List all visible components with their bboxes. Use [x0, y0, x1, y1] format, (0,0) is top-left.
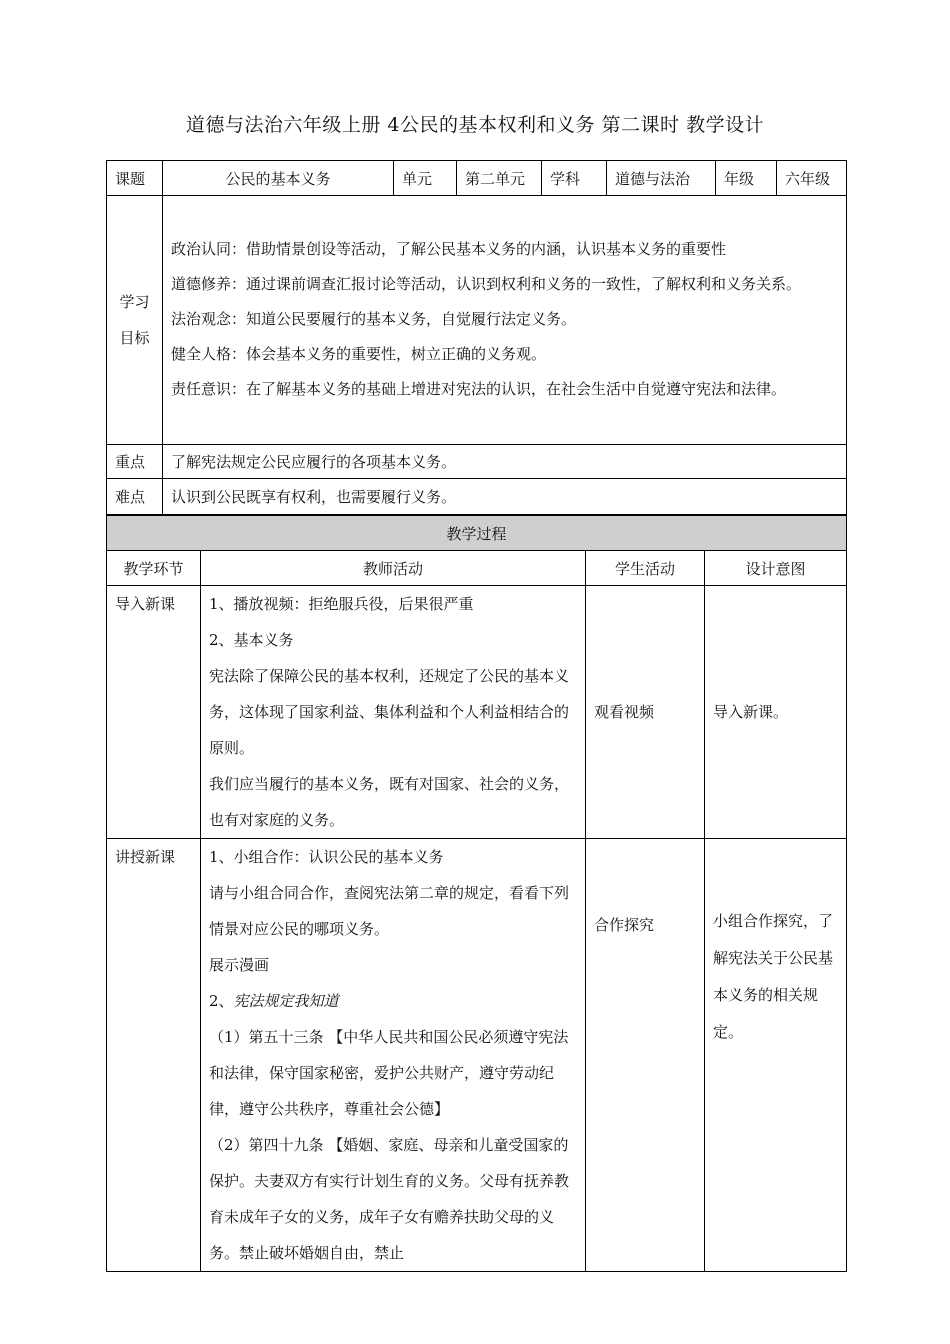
teacher-line: （2）第四十九条 【婚姻、家庭、母亲和儿童受国家的保护。夫妻双方有实行计划生育的义务。父母有抚养教育未成年子女的义务，成年子女有赡养扶助父母的义务。禁止破坏婚姻自由，禁止 — [209, 1136, 570, 1262]
design-intent-cell: 小组合作探究，了解宪法关于公民基本义务的相关规定。 — [705, 839, 847, 1272]
teacher-line: （1）第五十三条 【中华人民共和国公民必须遵守宪法和法律，保守国家秘密，爱护公共财产，遵守劳动纪律，遵守公共秩序，尊重社会公德】 — [209, 1028, 569, 1118]
teacher-line: 宪法除了保障公民的基本权利，还规定了公民的基本义务，这体现了国家利益、集体利益和个人利益相结合的原则。 — [209, 667, 570, 757]
goal-item: 责任意识：在了解基本义务的基础上增进对宪法的认识，在社会生活中自觉遵守宪法和法律。 — [171, 379, 787, 398]
teacher-line: 请与小组合同合作，查阅宪法第二章的规定，看看下列情景对应公民的哪项义务。 — [209, 884, 570, 938]
unit-value: 第二单元 — [457, 161, 542, 196]
key-point-value: 了解宪法规定公民应履行的各项基本义务。 — [163, 445, 847, 479]
teacher-line: 1、小组合作：认识公民的基本义务 — [209, 848, 444, 866]
header-student: 学生活动 — [586, 551, 705, 586]
teacher-line: 我们应当履行的基本义务，既有对国家、社会的义务，也有对家庭的义务。 — [209, 775, 570, 829]
process-section-title: 教学过程 — [107, 516, 847, 551]
teacher-activity-cell — [201, 839, 586, 1272]
difficulty-value: 认识到公民既享有权利，也需要履行义务。 — [163, 479, 847, 515]
italic-heading: 宪法规定我知道 — [233, 992, 339, 1010]
goals-label: 学习 目标 — [107, 196, 163, 445]
table-row — [107, 839, 847, 1272]
document-title: 道德与法治六年级上册 4公民的基本权利和义务 第二课时 教学设计 — [185, 114, 765, 136]
goal-item: 道德修养：通过课前调查汇报讨论等活动，认识到权利和义务的一致性，了解权利和义务关系。 — [171, 274, 802, 293]
subject-value: 道德与法治 — [607, 161, 716, 196]
goal-item: 法治观念：知道公民要履行的基本义务，自觉履行法定义务。 — [171, 309, 577, 328]
key-point-label: 重点 — [107, 445, 163, 479]
goal-item: 健全人格：体会基本义务的重要性，树立正确的义务观。 — [171, 344, 547, 363]
goals-content — [163, 196, 847, 445]
student-activity-cell: 合作探究 — [586, 839, 705, 1272]
difficulty-label: 难点 — [107, 479, 163, 515]
topic-value: 公民的基本义务 — [163, 161, 394, 196]
header-teacher: 教师活动 — [201, 551, 586, 586]
grade-label: 年级 — [716, 161, 777, 196]
stage-cell: 导入新课 — [107, 586, 201, 839]
teacher-line: 1、播放视频：拒绝服兵役，后果很严重 — [209, 595, 474, 613]
teaching-process-table — [106, 515, 847, 1272]
goal-item: 政治认同：借助情景创设等活动，了解公民基本义务的内涵，认识基本义务的重要性 — [171, 239, 727, 258]
header-intent: 设计意图 — [705, 551, 847, 586]
teacher-line: 2、宪法规定我知道 — [209, 992, 339, 1010]
teacher-activity-cell — [201, 586, 586, 839]
topic-label: 课题 — [107, 161, 163, 196]
lesson-info-table — [106, 160, 847, 515]
unit-label: 单元 — [394, 161, 457, 196]
table-row — [107, 586, 847, 839]
teacher-line: 2、基本义务 — [209, 631, 294, 649]
student-activity-cell: 观看视频 — [586, 586, 705, 839]
header-stage: 教学环节 — [107, 551, 201, 586]
design-intent-cell: 导入新课。 — [705, 586, 847, 839]
teacher-line: 展示漫画 — [209, 956, 270, 974]
grade-value: 六年级 — [777, 161, 847, 196]
subject-label: 学科 — [542, 161, 607, 196]
stage-cell: 讲授新课 — [107, 839, 201, 1272]
